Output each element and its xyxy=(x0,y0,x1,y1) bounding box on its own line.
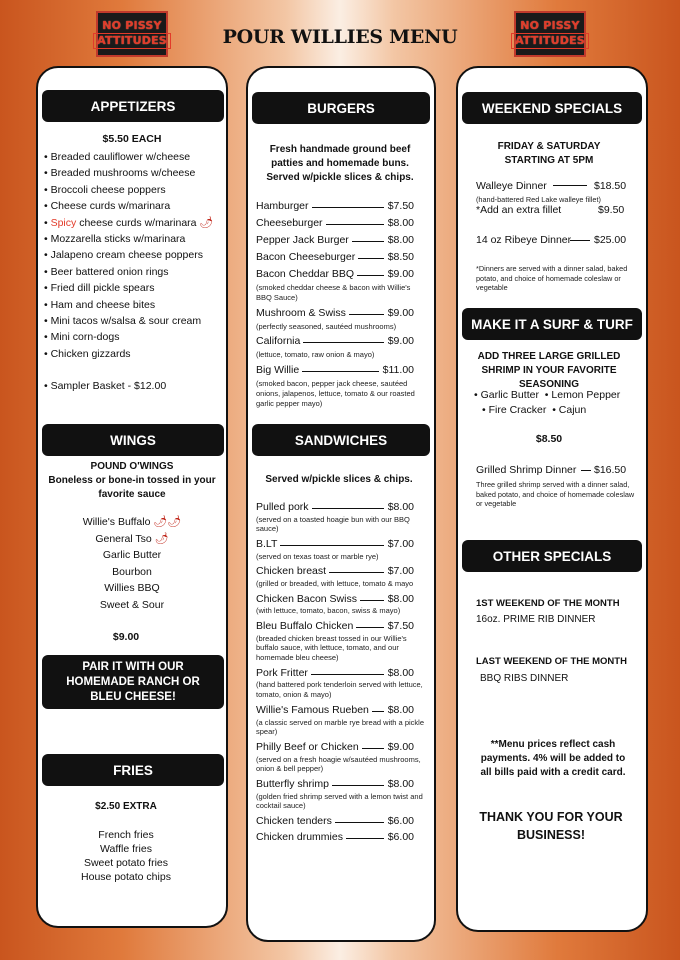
weekend-sub2: STARTING AT 5PM xyxy=(504,155,594,166)
item-name: Willie's Famous Rueben xyxy=(256,704,369,716)
list-item: French fries xyxy=(98,829,154,841)
list-item: Garlic Butter xyxy=(102,549,162,561)
list-item: Willies BBQ xyxy=(104,582,160,594)
item-description: (smoked cheddar cheese & bacon with Willie's BBQ Sauce) xyxy=(256,283,411,302)
item-name: Bleu Buffalo Chicken xyxy=(256,620,354,632)
walleye-price: $18.50 xyxy=(594,180,627,192)
list-item: House potato chips xyxy=(81,871,171,883)
menu-item xyxy=(256,234,426,248)
chili-pepper-icon: 🌶 xyxy=(199,216,214,229)
item-price: $6.00 xyxy=(387,830,414,843)
item-name: Butterfly shrimp xyxy=(256,778,329,791)
appetizers-header: APPETIZERS xyxy=(42,90,224,122)
leader-line xyxy=(346,838,384,839)
leader-line xyxy=(326,224,384,225)
sandwiches-intro: Served w/pickle slices & chips. xyxy=(265,474,413,485)
item-name: Hamburger xyxy=(256,200,309,212)
logo-right xyxy=(514,11,586,57)
item-name: Pulled pork xyxy=(256,501,309,513)
extra-fillet-price: $9.50 xyxy=(598,204,625,216)
item-price: $7.50 xyxy=(387,620,414,632)
middle-column xyxy=(246,66,436,942)
walleye-name: Walleye Dinner xyxy=(476,180,547,192)
menu-item xyxy=(256,593,426,607)
list-item: • Ham and cheese bites xyxy=(44,298,156,311)
chili-pepper-icon: 🌶🌶 xyxy=(153,516,182,528)
item-description: (served on texas toast or marble rye) xyxy=(256,551,379,561)
item-description: (with lettuce, tomato, bacon, swiss & mayo) xyxy=(256,606,401,616)
item-description: (lettuce, tomato, raw onion & mayo) xyxy=(256,350,375,360)
dinner-note: *Dinners are served with a dinner salad, baked potato, and choice of homemade coleslaw or vegetable xyxy=(476,264,628,292)
spicy-label: Spicy xyxy=(50,216,77,229)
item-name: Chicken Bacon Swiss xyxy=(256,592,357,605)
leader-line xyxy=(332,785,384,786)
wings-sub1: POUND O'WINGS xyxy=(90,461,174,472)
surf-sub: ADD THREE LARGE GRILLED SHRIMP IN YOUR FAVORITE SEASONING xyxy=(477,351,621,390)
item-name: Bacon Cheddar BBQ xyxy=(256,268,355,280)
shrimp-dinner-name: Grilled Shrimp Dinner xyxy=(476,464,577,476)
item-description: (grilled or breaded, with lettuce, tomato & mayo xyxy=(256,578,414,588)
sandwiches-header: SANDWICHES xyxy=(252,424,430,456)
leader-line xyxy=(312,207,384,208)
item-description: (served on a toasted hoagie bun with our BBQ sauce) xyxy=(256,514,410,534)
leader-line xyxy=(357,275,384,276)
menu-item xyxy=(256,335,426,349)
list-item: • Cheese curds w/marinara xyxy=(44,200,171,213)
menu-item xyxy=(256,815,426,829)
list-item: • Mozzarella sticks w/marinara xyxy=(44,233,186,246)
item-name: Philly Beef or Chicken xyxy=(256,741,359,754)
list-item: • Breaded cauliflower w/cheese xyxy=(44,151,191,163)
list-item: • Jalapeno cream cheese poppers xyxy=(44,249,203,262)
item-name: Mushroom & Swiss xyxy=(256,306,346,319)
leader-line xyxy=(581,470,591,471)
seasoning-row-2: • Fire Cracker • Cajun xyxy=(482,404,587,416)
item-name: Chicken tenders xyxy=(256,815,332,828)
item-price: $8.00 xyxy=(387,592,414,605)
wings-header: WINGS xyxy=(42,424,224,456)
fries-price: $2.50 EXTRA xyxy=(95,801,157,812)
item-name: Bacon Cheeseburger xyxy=(256,251,356,263)
extra-fillet: *Add an extra fillet xyxy=(476,204,562,216)
cash-note: **Menu prices reflect cash payments. 4% will be added to all bills paid with a credit card. xyxy=(480,739,626,778)
last-weekend-heading: LAST WEEKEND OF THE MONTH xyxy=(476,656,627,667)
fries-header: FRIES xyxy=(42,754,224,786)
list-item: Sweet & Sour xyxy=(99,598,165,611)
logo-line2: ATTITUDES xyxy=(93,33,171,49)
item-price: $8.50 xyxy=(387,251,414,263)
shrimp-dinner-desc: Three grilled shrimp served with a dinner salad, baked potato, and choice of homemade coleslaw or vegetable xyxy=(476,480,635,508)
walleye-desc: (hand-battered Red Lake walleye fillet) xyxy=(476,195,601,204)
item-price: $8.00 xyxy=(387,704,414,716)
first-weekend-value: 16oz. PRIME RIB DINNER xyxy=(476,614,596,625)
menu-item xyxy=(256,307,426,321)
surf-price: $8.50 xyxy=(535,433,563,445)
right-column xyxy=(456,66,648,932)
menu-item xyxy=(256,778,426,792)
menu-item xyxy=(256,565,426,579)
item-description: (served on a fresh hoagie w/sautéed mushrooms, onion & bell pepper) xyxy=(256,754,421,774)
appetizer-list xyxy=(44,149,213,362)
chili-pepper-icon: 🌶 xyxy=(154,532,169,545)
item-name: B.LT xyxy=(256,538,278,551)
list-item: • Breaded mushrooms w/cheese xyxy=(44,167,196,180)
leader-line xyxy=(335,822,384,823)
menu-item xyxy=(256,704,426,718)
menu-item xyxy=(256,217,426,231)
burgers-intro: Fresh handmade ground beef patties and homemade buns. Served w/pickle slices & chips. xyxy=(266,144,414,183)
item-price: $8.00 xyxy=(387,234,414,246)
logo-line2: ATTITUDES xyxy=(511,33,589,49)
menu-title: POUR WILLIES MENU xyxy=(222,26,458,48)
list-item: • Mini tacos w/salsa & sour cream xyxy=(44,315,202,328)
thank-you: THANK YOU FOR YOUR BUSINESS! xyxy=(479,810,623,842)
list-item: Sweet potato fries xyxy=(83,857,169,869)
first-weekend-heading: 1ST WEEKEND OF THE MONTH xyxy=(476,598,620,609)
shrimp-dinner-price: $16.50 xyxy=(594,464,627,476)
item-price: $7.00 xyxy=(387,538,414,551)
leader-line xyxy=(358,258,384,259)
item-price: $6.00 xyxy=(387,815,414,828)
fries-list xyxy=(38,828,214,884)
list-item: Willie's Buffalo 🌶🌶 xyxy=(82,516,182,528)
item-description: (perfectly seasoned, sautéed mushrooms) xyxy=(256,321,397,331)
item-name: California xyxy=(256,335,301,348)
leader-line xyxy=(360,600,384,601)
leader-line xyxy=(302,371,379,372)
last-weekend-value: BBQ RIBS DINNER xyxy=(480,673,569,684)
sauce-list xyxy=(38,514,226,613)
item-price: $8.00 xyxy=(387,217,414,229)
menu-item xyxy=(256,831,426,845)
leader-line xyxy=(312,508,384,509)
item-price: $9.00 xyxy=(387,268,414,280)
logo-line1: NO PISSY xyxy=(102,19,162,32)
menu-item xyxy=(256,538,426,552)
list-item: Waffle fries xyxy=(100,843,152,855)
leader-line xyxy=(553,185,587,186)
weekend-sub1: FRIDAY & SATURDAY xyxy=(497,141,601,152)
leader-line xyxy=(303,342,384,343)
ribeye-name: 14 oz Ribeye Dinner xyxy=(476,234,572,246)
other-specials-header: OTHER SPECIALS xyxy=(462,540,642,572)
leader-line xyxy=(280,545,384,546)
menu-item xyxy=(256,501,426,515)
logo-line1: NO PISSY xyxy=(520,19,580,32)
leader-line xyxy=(356,627,384,628)
menu-item xyxy=(256,620,426,634)
list-item: • Fried dill pickle spears xyxy=(44,282,155,295)
sampler-basket: • Sampler Basket - $12.00 xyxy=(44,380,167,392)
item-description: (breaded chicken breast tossed in our Willie's buffalo sauce, with lettuce, tomato, and our homemade bleu cheese) xyxy=(256,633,407,663)
list-item: Bourbon xyxy=(112,565,152,578)
menu-item xyxy=(256,268,426,282)
list-item: • Chicken gizzards xyxy=(44,347,131,360)
menu-item xyxy=(256,364,426,378)
leader-line xyxy=(349,314,384,315)
list-item: • Spicy cheese curds w/marinara 🌶 xyxy=(44,216,214,229)
item-price: $8.00 xyxy=(387,778,414,791)
list-item: • Beer battered onion rings xyxy=(44,265,169,278)
weekend-header: WEEKEND SPECIALS xyxy=(462,92,642,124)
item-name: Pepper Jack Burger xyxy=(256,234,349,246)
left-column xyxy=(36,66,228,928)
item-price: $9.00 xyxy=(387,306,414,319)
item-name: Cheeseburger xyxy=(256,217,323,229)
watermark: menupix xyxy=(458,862,579,892)
item-description: (golden fried shrimp served with a lemon twist and cocktail sauce) xyxy=(256,791,423,811)
logo-left xyxy=(96,11,168,57)
item-description: (hand battered pork tenderloin served with lettuce, tomato, onion & mayo) xyxy=(256,680,423,700)
item-name: Big Willie xyxy=(256,364,300,377)
item-price: $9.00 xyxy=(387,335,414,348)
leader-line xyxy=(372,711,384,712)
item-description: (a classic served on marble rye bread with a pickle spear) xyxy=(256,717,424,737)
item-price: $7.00 xyxy=(387,565,414,578)
list-item: • Broccoli cheese poppers xyxy=(44,183,166,196)
wings-sub2: Boneless or bone-in tossed in your favorite sauce xyxy=(48,475,216,500)
menu-item xyxy=(256,200,426,214)
pair-banner: PAIR IT WITH OUR HOMEMADE RANCH OR BLEU CHEESE! xyxy=(42,655,224,709)
burgers-header: BURGERS xyxy=(252,92,430,124)
item-price: $8.00 xyxy=(387,501,414,513)
menu-item xyxy=(256,667,426,681)
leader-line xyxy=(352,241,384,242)
surf-turf-header: MAKE IT A SURF & TURF xyxy=(462,308,642,340)
leader-line xyxy=(311,674,384,675)
seasoning-row-1: • Garlic Butter • Lemon Pepper xyxy=(474,389,621,401)
item-name: Pork Fritter xyxy=(256,666,308,679)
menu-item xyxy=(256,251,426,265)
item-price: $11.00 xyxy=(382,364,414,377)
item-description: (smoked bacon, pepper jack cheese, sautéed onions, jalapenos, lettuce, tomato & our roasted garlic pepper mayo) xyxy=(256,379,415,408)
ribeye-price: $25.00 xyxy=(594,234,627,246)
leader-line xyxy=(570,240,590,241)
item-price: $7.50 xyxy=(387,200,414,212)
list-item: • Mini corn-dogs xyxy=(44,331,120,344)
menu-item xyxy=(256,741,426,755)
list-item: General Tso 🌶 xyxy=(95,532,169,545)
item-name: Chicken breast xyxy=(256,565,327,578)
wings-price: $9.00 xyxy=(112,631,140,643)
item-price: $9.00 xyxy=(387,741,414,754)
item-price: $8.00 xyxy=(387,666,414,679)
leader-line xyxy=(329,572,384,573)
appetizers-price: $5.50 EACH xyxy=(102,133,162,145)
item-name: Chicken drummies xyxy=(256,830,343,843)
leader-line xyxy=(362,748,384,749)
